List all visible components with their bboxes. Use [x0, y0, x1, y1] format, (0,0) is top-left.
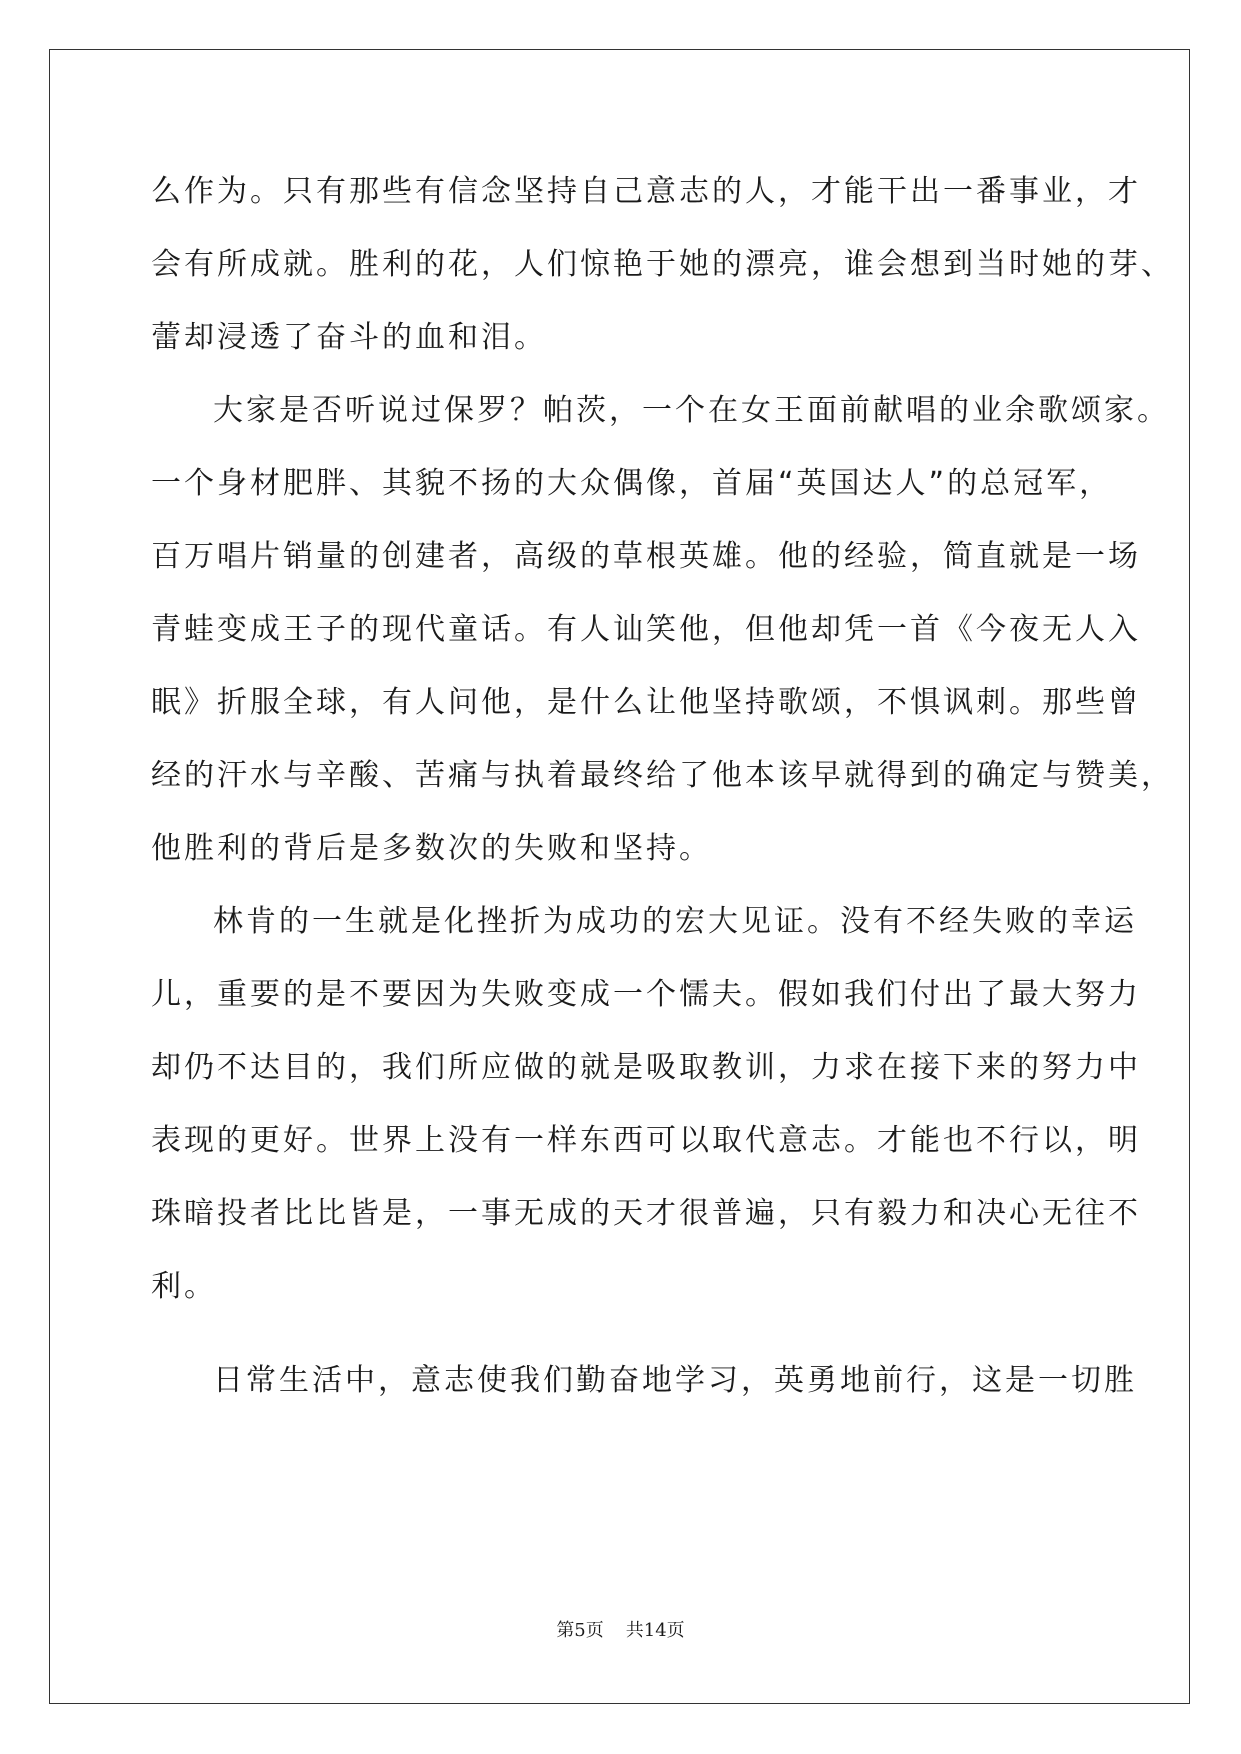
text-line: 儿，重要的是不要因为失败变成一个懦夫。假如我们付出了最大努力 — [151, 977, 1141, 1012]
paragraph-start: 日常生活中，意志使我们勤奋地学习，英勇地前行，这是一切胜 — [213, 1363, 1137, 1398]
text-line: 利。 — [151, 1269, 217, 1304]
text-line: 经的汗水与辛酸、苦痛与执着最终给了他本该早就得到的确定与赞美， — [151, 758, 1174, 793]
paragraph-start: 大家是否听说过保罗？帕茨，一个在女王面前献唱的业余歌颂家。 — [213, 393, 1170, 428]
page-footer — [0, 1616, 1241, 1642]
text-line: 却仍不达目的，我们所应做的就是吸取教训，力求在接下来的努力中 — [151, 1050, 1141, 1085]
page-number: 第5页 — [556, 1620, 604, 1641]
text-line: 珠暗投者比比皆是，一事无成的天才很普遍，只有毅力和决心无往不 — [151, 1196, 1141, 1231]
text-line: 么作为。只有那些有信念坚持自己意志的人，才能干出一番事业，才 — [151, 174, 1141, 209]
page-total: 共14页 — [625, 1620, 685, 1641]
text-line: 百万唱片销量的创建者，高级的草根英雄。他的经验，简直就是一场 — [151, 539, 1141, 574]
document-body — [151, 155, 1174, 1417]
text-line: 一个身材肥胖、其貌不扬的大众偶像，首届“英国达人”的总冠军， — [151, 466, 1113, 501]
text-line: 会有所成就。胜利的花，人们惊艳于她的漂亮，谁会想到当时她的芽、 — [151, 247, 1174, 282]
text-line: 表现的更好。世界上没有一样东西可以取代意志。才能也不行以，明 — [151, 1123, 1141, 1158]
text-line: 他胜利的背后是多数次的失败和坚持。 — [151, 831, 712, 866]
text-line: 蕾却浸透了奋斗的血和泪。 — [151, 320, 547, 355]
paragraph-start: 林肯的一生就是化挫折为成功的宏大见证。没有不经失败的幸运 — [213, 904, 1137, 939]
text-line: 眠》折服全球，有人问他，是什么让他坚持歌颂，不惧讽刺。那些曾 — [151, 685, 1141, 720]
text-line: 青蛙变成王子的现代童话。有人讪笑他，但他却凭一首《今夜无人入 — [151, 612, 1141, 647]
